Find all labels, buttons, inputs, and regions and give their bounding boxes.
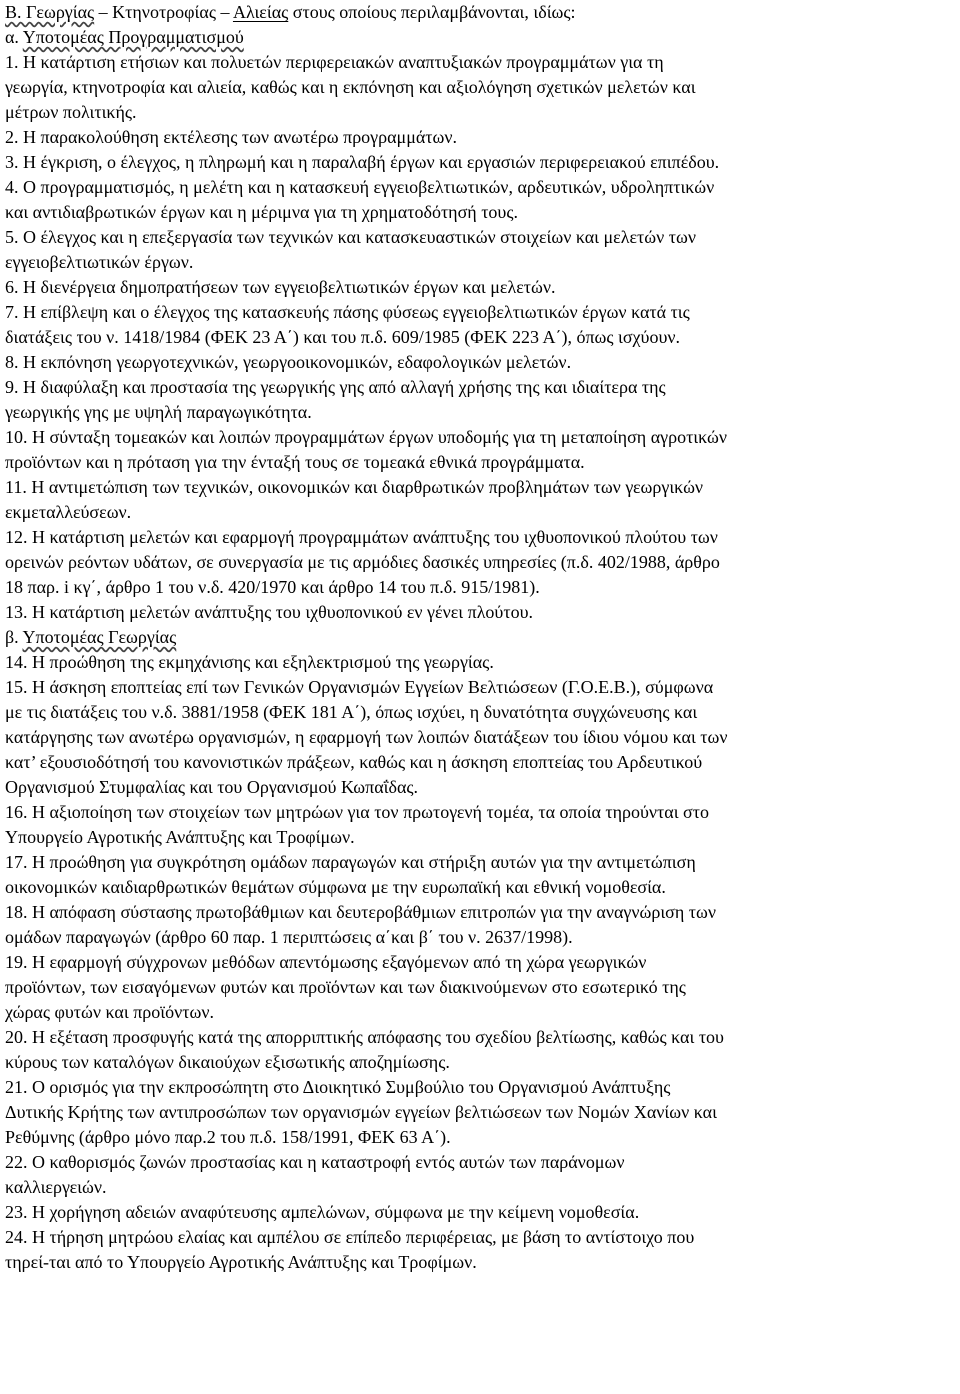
text-line: 8. Η εκπόνηση γεωργοτεχνικών, γεωργοοικονομικών, εδαφολογικών μελετών.: [5, 352, 572, 372]
text-line: 1. Η κατάρτιση ετήσιων και πολυετών περιφερειακών αναπτυξιακών προγραμμάτων για τη: [5, 52, 664, 72]
text-line: καλλιεργειών.: [5, 1177, 107, 1197]
heading-mid: – Κτηνοτροφίας –: [94, 2, 233, 22]
text-line: 16. Η αξιοποίηση των στοιχείων των μητρώων για τον πρωτογενή τομέα, τα οποία τηρούνται στο: [5, 802, 709, 822]
subsection-b-body: [5, 650, 955, 1275]
text-line: διατάξεις του ν. 1418/1984 (ΦΕΚ 23 Α΄) και του π.δ. 609/1985 (ΦΕΚ 223 Α΄), όπως ισχύουν.: [5, 327, 680, 347]
text-line: 6. Η διενέργεια δημοπρατήσεων των εγγειοβελτιωτικών έργων και μελετών.: [5, 277, 556, 297]
text-line: 3. Η έγκριση, ο έλεγχος, η πληρωμή και η παραλαβή έργων και εργασιών περιφερειακού επιπέδου.: [5, 152, 720, 172]
text-line: 7. Η επίβλεψη και ο έλεγχος της κατασκευής πάσης φύσεως εγγειοβελτιωτικών έργων κατά τις: [5, 302, 690, 322]
subsection-b-title: Υποτομέας Γεωργίας: [22, 627, 177, 647]
text-line: Ρεθύμνης (άρθρο μόνο παρ.2 του π.δ. 158/1991, ΦΕΚ 63 Α΄).: [5, 1127, 451, 1147]
text-line: γεωργικής γης με υψηλή παραγωγικότητα.: [5, 402, 312, 422]
text-line: 10. Η σύνταξη τομεακών και λοιπών προγραμμάτων έργων υποδομής για τη μεταποίηση αγροτικών: [5, 427, 728, 447]
text-line: τηρεί-ται από το Υπουργείο Αγροτικής Ανάπτυξης και Τροφίμων.: [5, 1252, 477, 1272]
text-line: 22. Ο καθορισμός ζωνών προστασίας και η καταστροφή εντός αυτών των παράνομων: [5, 1152, 625, 1172]
text-line: Δυτικής Κρήτης των αντιπροσώπων των οργανισμών εγγείων βελτιώσεων των Νομών Χανίων και: [5, 1102, 717, 1122]
subsection-a-heading: [5, 25, 955, 50]
text-line: εκμεταλλεύσεων.: [5, 502, 132, 522]
text-line: κατάργησης των ανωτέρω οργανισμών, η εφαρμογή των λοιπών διατάξεων του ίδιου νόμου και των: [5, 727, 728, 747]
text-line: Οργανισμού Στυμφαλίας και του Οργανισμού Κωπαΐδας.: [5, 777, 419, 797]
text-line: 2. Η παρακολούθηση εκτέλεσης των ανωτέρω προγραμμάτων.: [5, 127, 457, 147]
text-line: προϊόντων, των εισαγόμενων φυτών και προϊόντων και των διακινούμενων στο εσωτερικό της: [5, 977, 686, 997]
text-line: 14. Η προώθηση της εκμηχάνισης και εξηλεκτρισμού της γεωργίας.: [5, 652, 494, 672]
text-line: και αντιδιαβρωτικών έργων και η μέριμνα για τη χρηματοδότησή τους.: [5, 202, 518, 222]
text-line: 23. Η χορήγηση αδειών αναφύτευσης αμπελώνων, σύμφωνα με την κείμενη νομοθεσία.: [5, 1202, 640, 1222]
subsection-a-prefix: α.: [5, 27, 23, 47]
heading-wavy: Β. Γεωργίας: [5, 2, 95, 22]
heading-rest: στους οποίους περιλαμβάνονται, ιδίως:: [288, 2, 576, 22]
text-line: ορεινών ρεόντων υδάτων, σε συνεργασία με τις αρμόδιες δασικές υπηρεσίες (π.δ. 402/1988, άρθρο: [5, 552, 720, 572]
text-line: οικονομικών καιδιαρθρωτικών θεμάτων σύμφωνα με την ευρωπαϊκή και εθνική νομοθεσία.: [5, 877, 666, 897]
subsection-b-heading: [5, 625, 955, 650]
subsection-b-prefix: β.: [5, 627, 23, 647]
text-line: 18 παρ. i κγ΄, άρθρο 1 του ν.δ. 420/1970 και άρθρο 14 του π.δ. 915/1981).: [5, 577, 540, 597]
text-line: κατ’ εξουσιοδότησή του κανονιστικών πράξεων, καθώς και η άσκηση εποπτείας του Αρδευτικού: [5, 752, 703, 772]
section-heading: [5, 0, 955, 25]
text-line: μέτρων πολιτικής.: [5, 102, 137, 122]
text-line: 12. Η κατάρτιση μελετών και εφαρμογή προγραμμάτων ανάπτυξης του ιχθυοπονικού πλούτου των: [5, 527, 718, 547]
text-line: 20. Η εξέταση προσφυγής κατά της απορριπτικής απόφασης του σχεδίου βελτίωσης, καθώς και του: [5, 1027, 724, 1047]
text-line: ομάδων παραγωγών (άρθρο 60 παρ. 1 περιπτώσεις α΄και β΄ του ν. 2637/1998).: [5, 927, 573, 947]
text-line: με τις διατάξεις του ν.δ. 3881/1958 (ΦΕΚ 181 Α΄), όπως ισχύει, η δυνατότητα συγχώνευσης και: [5, 702, 698, 722]
text-line: Υπουργείο Αγροτικής Ανάπτυξης και Τροφίμων.: [5, 827, 355, 847]
text-line: 4. Ο προγραμματισμός, η μελέτη και η κατασκευή εγγειοβελτιωτικών, αρδευτικών, υδροληπτικών: [5, 177, 715, 197]
text-line: 9. Η διαφύλαξη και προστασία της γεωργικής γης από αλλαγή χρήσης της και ιδιαίτερα της: [5, 377, 666, 397]
text-line: 17. Η προώθηση για συγκρότηση ομάδων παραγωγών και στήριξη αυτών για την αντιμετώπιση: [5, 852, 696, 872]
text-line: χώρας φυτών και προϊόντων.: [5, 1002, 214, 1022]
text-line: εγγειοβελτιωτικών έργων.: [5, 252, 194, 272]
text-line: 19. Η εφαρμογή σύγχρονων μεθόδων απεντόμωσης εξαγόμενων από τη χώρα γεωργικών: [5, 952, 647, 972]
text-line: 24. Η τήρηση μητρώου ελαίας και αμπέλου σε επίπεδο περιφέρειας, με βάση το αντίστοιχο που: [5, 1227, 695, 1247]
heading-underlined: Αλιείας: [232, 2, 289, 22]
text-line: 11. Η αντιμετώπιση των τεχνικών, οικονομικών και διαρθρωτικών προβλημάτων των γεωργικών: [5, 477, 704, 497]
text-line: 15. Η άσκηση εποπτείας επί των Γενικών Οργανισμών Εγγείων Βελτιώσεων (Γ.Ο.Ε.Β.), σύμφωνα: [5, 677, 714, 697]
text-line: 18. Η απόφαση σύστασης πρωτοβάθμιων και δευτεροβάθμιων επιτροπών για την αναγνώριση των: [5, 902, 717, 922]
document-page: [5, 0, 955, 1275]
text-line: γεωργία, κτηνοτροφία και αλιεία, καθώς και η εκπόνηση και αξιολόγηση σχετικών μελετών και: [5, 77, 696, 97]
text-line: 21. Ο ορισμός για την εκπροσώπητη στο Διοικητικό Συμβούλιο του Οργανισμού Ανάπτυξης: [5, 1077, 671, 1097]
text-line: κύρους των καταλόγων δικαιούχων εξισωτικής αποζημίωσης.: [5, 1052, 450, 1072]
text-line: προϊόντων και η πρόταση για την ένταξή τους σε τομεακά εθνικά προγράμματα.: [5, 452, 585, 472]
subsection-a-body: [5, 50, 955, 625]
text-line: 5. Ο έλεγχος και η επεξεργασία των τεχνικών και κατασκευαστικών στοιχείων και μελετών των: [5, 227, 696, 247]
subsection-a-title: Υποτομέας Προγραμματισμού: [22, 27, 244, 47]
text-line: 13. Η κατάρτιση μελετών ανάπτυξης του ιχθυοπονικού εν γένει πλούτου.: [5, 602, 533, 622]
